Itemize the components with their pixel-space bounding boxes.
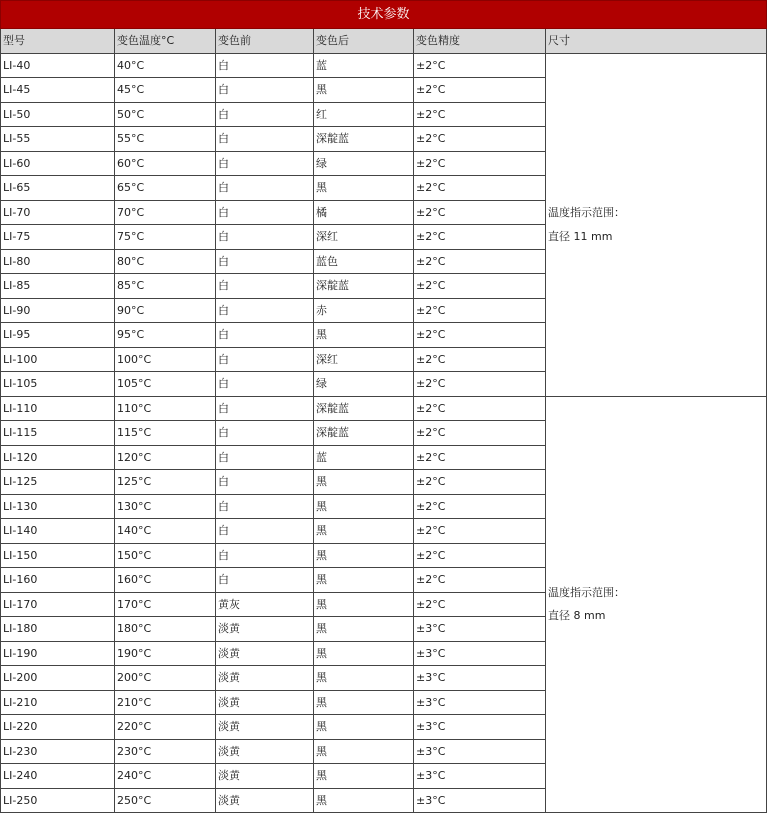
accuracy-cell: ±3°C	[414, 764, 546, 789]
color-after-cell: 黑	[314, 78, 414, 103]
color-before-cell: 白	[216, 494, 314, 519]
accuracy-cell: ±2°C	[414, 421, 546, 446]
accuracy-cell: ±2°C	[414, 102, 546, 127]
model-cell: LI-240	[1, 764, 115, 789]
color-after-cell: 深红	[314, 225, 414, 250]
model-cell: LI-110	[1, 396, 115, 421]
model-cell: LI-125	[1, 470, 115, 495]
temperature-cell: 115°C	[115, 421, 216, 446]
color-after-cell: 黑	[314, 666, 414, 691]
color-after-cell: 黑	[314, 470, 414, 495]
model-cell: LI-85	[1, 274, 115, 299]
color-before-cell: 白	[216, 53, 314, 78]
temperature-cell: 45°C	[115, 78, 216, 103]
temperature-cell: 190°C	[115, 641, 216, 666]
size-range-label: 温度指示范围：	[548, 585, 625, 599]
color-before-cell: 淡黄	[216, 641, 314, 666]
temperature-cell: 95°C	[115, 323, 216, 348]
temperature-cell: 125°C	[115, 470, 216, 495]
temperature-cell: 85°C	[115, 274, 216, 299]
model-cell: LI-75	[1, 225, 115, 250]
model-cell: LI-65	[1, 176, 115, 201]
color-after-cell: 黑	[314, 176, 414, 201]
color-after-cell: 蓝	[314, 53, 414, 78]
model-cell: LI-200	[1, 666, 115, 691]
size-range-label: 温度指示范围：	[548, 206, 625, 219]
color-after-cell: 黑	[314, 715, 414, 740]
accuracy-cell: ±2°C	[414, 543, 546, 568]
temperature-cell: 60°C	[115, 151, 216, 176]
color-before-cell: 淡黄	[216, 788, 314, 813]
color-after-cell: 黑	[314, 543, 414, 568]
accuracy-cell: ±2°C	[414, 519, 546, 544]
model-cell: LI-190	[1, 641, 115, 666]
model-cell: LI-230	[1, 739, 115, 764]
temperature-cell: 140°C	[115, 519, 216, 544]
temperature-cell: 210°C	[115, 690, 216, 715]
table-title: 技术参数	[1, 1, 767, 29]
model-cell: LI-210	[1, 690, 115, 715]
color-before-cell: 淡黄	[216, 715, 314, 740]
accuracy-cell: ±3°C	[414, 617, 546, 642]
model-cell: LI-80	[1, 249, 115, 274]
size-cell	[546, 396, 767, 813]
color-after-cell: 黑	[314, 739, 414, 764]
model-cell: LI-160	[1, 568, 115, 593]
accuracy-cell: ±2°C	[414, 78, 546, 103]
model-cell: LI-55	[1, 127, 115, 152]
accuracy-cell: ±2°C	[414, 298, 546, 323]
model-cell: LI-220	[1, 715, 115, 740]
color-before-cell: 白	[216, 543, 314, 568]
color-before-cell: 淡黄	[216, 764, 314, 789]
color-before-cell: 白	[216, 421, 314, 446]
color-before-cell: 白	[216, 274, 314, 299]
color-after-cell: 赤	[314, 298, 414, 323]
color-before-cell: 淡黄	[216, 690, 314, 715]
model-cell: LI-70	[1, 200, 115, 225]
accuracy-cell: ±3°C	[414, 788, 546, 813]
temperature-cell: 200°C	[115, 666, 216, 691]
size-cell	[546, 53, 767, 396]
temperature-cell: 55°C	[115, 127, 216, 152]
color-after-cell: 蓝	[314, 445, 414, 470]
accuracy-cell: ±2°C	[414, 445, 546, 470]
accuracy-cell: ±2°C	[414, 176, 546, 201]
accuracy-cell: ±2°C	[414, 470, 546, 495]
accuracy-cell: ±2°C	[414, 494, 546, 519]
color-before-cell: 白	[216, 568, 314, 593]
temperature-cell: 150°C	[115, 543, 216, 568]
color-after-cell: 绿	[314, 372, 414, 397]
model-cell: LI-105	[1, 372, 115, 397]
color-after-cell: 深靛蓝	[314, 421, 414, 446]
temperature-cell: 80°C	[115, 249, 216, 274]
color-before-cell: 白	[216, 445, 314, 470]
color-before-cell: 黄灰	[216, 592, 314, 617]
color-before-cell: 白	[216, 102, 314, 127]
temperature-cell: 240°C	[115, 764, 216, 789]
color-after-cell: 红	[314, 102, 414, 127]
table-body	[1, 53, 767, 813]
model-cell: LI-45	[1, 78, 115, 103]
color-after-cell: 深靛蓝	[314, 396, 414, 421]
color-before-cell: 白	[216, 225, 314, 250]
color-before-cell: 白	[216, 298, 314, 323]
model-cell: LI-140	[1, 519, 115, 544]
accuracy-cell: ±2°C	[414, 53, 546, 78]
color-after-cell: 绿	[314, 151, 414, 176]
column-header-color-before: 变色前	[216, 29, 314, 54]
accuracy-cell: ±2°C	[414, 323, 546, 348]
accuracy-cell: ±3°C	[414, 715, 546, 740]
color-before-cell: 白	[216, 151, 314, 176]
table-row	[1, 396, 767, 421]
accuracy-cell: ±2°C	[414, 127, 546, 152]
model-cell: LI-250	[1, 788, 115, 813]
temperature-cell: 65°C	[115, 176, 216, 201]
color-after-cell: 黑	[314, 519, 414, 544]
model-cell: LI-150	[1, 543, 115, 568]
model-cell: LI-40	[1, 53, 115, 78]
temperature-cell: 75°C	[115, 225, 216, 250]
color-after-cell: 黑	[314, 764, 414, 789]
model-cell: LI-120	[1, 445, 115, 470]
temperature-cell: 70°C	[115, 200, 216, 225]
accuracy-cell: ±3°C	[414, 666, 546, 691]
accuracy-cell: ±2°C	[414, 592, 546, 617]
column-header-accuracy: 变色精度	[414, 29, 546, 54]
accuracy-cell: ±2°C	[414, 249, 546, 274]
temperature-cell: 110°C	[115, 396, 216, 421]
color-after-cell: 黑	[314, 641, 414, 666]
accuracy-cell: ±2°C	[414, 372, 546, 397]
color-before-cell: 白	[216, 519, 314, 544]
color-after-cell: 黑	[314, 494, 414, 519]
color-after-cell: 深靛蓝	[314, 127, 414, 152]
color-after-cell: 黑	[314, 323, 414, 348]
size-diameter-value: 直径 11 mm	[548, 229, 613, 243]
accuracy-cell: ±3°C	[414, 739, 546, 764]
temperature-cell: 170°C	[115, 592, 216, 617]
temperature-cell: 90°C	[115, 298, 216, 323]
table-row	[1, 53, 767, 78]
temperature-cell: 130°C	[115, 494, 216, 519]
temperature-cell: 40°C	[115, 53, 216, 78]
color-before-cell: 白	[216, 176, 314, 201]
color-before-cell: 白	[216, 396, 314, 421]
color-after-cell: 橘	[314, 200, 414, 225]
color-before-cell: 白	[216, 200, 314, 225]
model-cell: LI-180	[1, 617, 115, 642]
accuracy-cell: ±2°C	[414, 396, 546, 421]
color-before-cell: 白	[216, 249, 314, 274]
color-after-cell: 黑	[314, 592, 414, 617]
model-cell: LI-95	[1, 323, 115, 348]
temperature-cell: 180°C	[115, 617, 216, 642]
temperature-cell: 105°C	[115, 372, 216, 397]
temperature-cell: 250°C	[115, 788, 216, 813]
color-after-cell: 黑	[314, 617, 414, 642]
color-before-cell: 淡黄	[216, 617, 314, 642]
color-after-cell: 黑	[314, 690, 414, 715]
accuracy-cell: ±2°C	[414, 225, 546, 250]
temperature-cell: 220°C	[115, 715, 216, 740]
accuracy-cell: ±3°C	[414, 641, 546, 666]
temperature-cell: 100°C	[115, 347, 216, 372]
color-after-cell: 黑	[314, 788, 414, 813]
color-before-cell: 淡黄	[216, 666, 314, 691]
color-before-cell: 白	[216, 323, 314, 348]
temperature-cell: 50°C	[115, 102, 216, 127]
color-after-cell: 黑	[314, 568, 414, 593]
column-header-size: 尺寸	[546, 29, 767, 54]
color-after-cell: 深靛蓝	[314, 274, 414, 299]
model-cell: LI-50	[1, 102, 115, 127]
color-after-cell: 深红	[314, 347, 414, 372]
color-before-cell: 白	[216, 470, 314, 495]
column-header-row	[1, 29, 767, 54]
color-before-cell: 白	[216, 347, 314, 372]
model-cell: LI-100	[1, 347, 115, 372]
color-before-cell: 白	[216, 127, 314, 152]
accuracy-cell: ±3°C	[414, 690, 546, 715]
temperature-cell: 120°C	[115, 445, 216, 470]
color-before-cell: 白	[216, 78, 314, 103]
color-before-cell: 白	[216, 372, 314, 397]
model-cell: LI-60	[1, 151, 115, 176]
model-cell: LI-90	[1, 298, 115, 323]
column-header-model: 型号	[1, 29, 115, 54]
column-header-color-after: 变色后	[314, 29, 414, 54]
color-before-cell: 淡黄	[216, 739, 314, 764]
temperature-cell: 230°C	[115, 739, 216, 764]
color-after-cell: 蓝色	[314, 249, 414, 274]
accuracy-cell: ±2°C	[414, 274, 546, 299]
model-cell: LI-170	[1, 592, 115, 617]
model-cell: LI-130	[1, 494, 115, 519]
accuracy-cell: ±2°C	[414, 151, 546, 176]
accuracy-cell: ±2°C	[414, 568, 546, 593]
model-cell: LI-115	[1, 421, 115, 446]
column-header-temperature: 变色温度°C	[115, 29, 216, 54]
temperature-cell: 160°C	[115, 568, 216, 593]
accuracy-cell: ±2°C	[414, 200, 546, 225]
accuracy-cell: ±2°C	[414, 347, 546, 372]
size-diameter-value: 直径 8 mm	[548, 609, 606, 623]
